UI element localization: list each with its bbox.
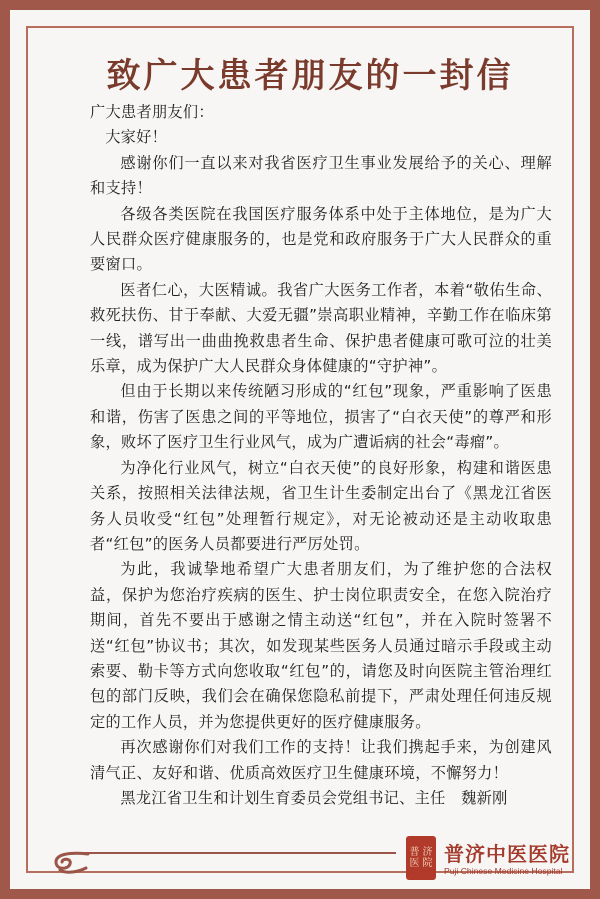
seal-character: 济 bbox=[422, 847, 433, 858]
seal-character: 医 bbox=[409, 858, 420, 869]
letter-greeting: 广大患者朋友们： bbox=[90, 103, 214, 121]
letter-signature: 黑龙江省卫生和计划生育委员会党组书记、主任 魏新刚 bbox=[120, 788, 508, 807]
letter-paragraph: 为此，我诚挚地希望广大患者朋友们，为了维护您的合法权益，保护为您治疗疾病的医生、护士岗位职责安全，在您入院治疗期间，首先不要出于感谢之情主动送“红包”，并在入院时签署不送“红包”协议书；其次，如发现某些医务人员通过暗示手段或主动索要、勒卡等方式向您收取“红包”的，请您及时向医院主管治理红包的部门反映，我们会在确保您隐私前提下，严肃处理任何违反规定的工作人员，并为您提供更好的医疗健康服务。 bbox=[90, 560, 552, 731]
letter-paragraph: 医者仁心，大医精诚。我省广大医务工作者，本着“敬佑生命、救死扶伤、甘于奉献、大爱无疆”崇高职业精神，辛勤工作在临床第一线，谱写出一曲曲挽救患者生命、保护患者健康可歌可泣的壮美乐章，成为保护广大人民群众身体健康的“守护神”。 bbox=[90, 280, 552, 376]
letter-paragraph: 各级各类医院在我国医疗服务体系中处于主体地位，是为广大人民群众医疗健康服务的，也是党和政府服务于广大人民群众的重要窗口。 bbox=[90, 204, 552, 274]
hospital-seal-logo bbox=[406, 836, 436, 880]
letter-hello: 大家好！ bbox=[105, 128, 168, 147]
seal-character: 普 bbox=[409, 847, 420, 858]
letter-paragraph: 感谢你们一直以来对我省医疗卫生事业发展给予的关心、理解和支持！ bbox=[90, 153, 552, 198]
letter-paragraph: 但由于长期以来传统陋习形成的“红包”现象，严重影响了医患和谐，伤害了医患之间的平等地位，损害了“白衣天使”的尊严和形象，败坏了医疗卫生行业风气，成为广遭诟病的社会“毒瘤”。 bbox=[90, 382, 552, 452]
decorative-swirl-icon bbox=[50, 840, 90, 876]
footer-divider bbox=[72, 852, 396, 854]
letter-paragraph: 为净化行业风气，树立“白衣天使”的良好形象，构建和谐医患关系，按照相关法律法规，省卫生计生委制定出台了《黑龙江省医务人员收受“红包”处理暂行规定》，对无论被动还是主动收取患者“红包”的医务人员都要进行严厉处罚。 bbox=[90, 458, 552, 553]
hospital-name: 普济中医医院 bbox=[444, 842, 570, 866]
letter-paragraph: 再次感谢你们对我们工作的支持！让我们携起手来，为创建风清气正、友好和谐、优质高效医疗卫生健康环境，不懈努力！ bbox=[90, 738, 552, 782]
seal-character: 院 bbox=[422, 858, 433, 869]
letter-title: 致广大患者朋友的一封信 bbox=[106, 56, 514, 96]
hospital-name-english: Puji Chinese Medicine Hospital bbox=[444, 866, 563, 876]
letter-body bbox=[90, 100, 552, 811]
